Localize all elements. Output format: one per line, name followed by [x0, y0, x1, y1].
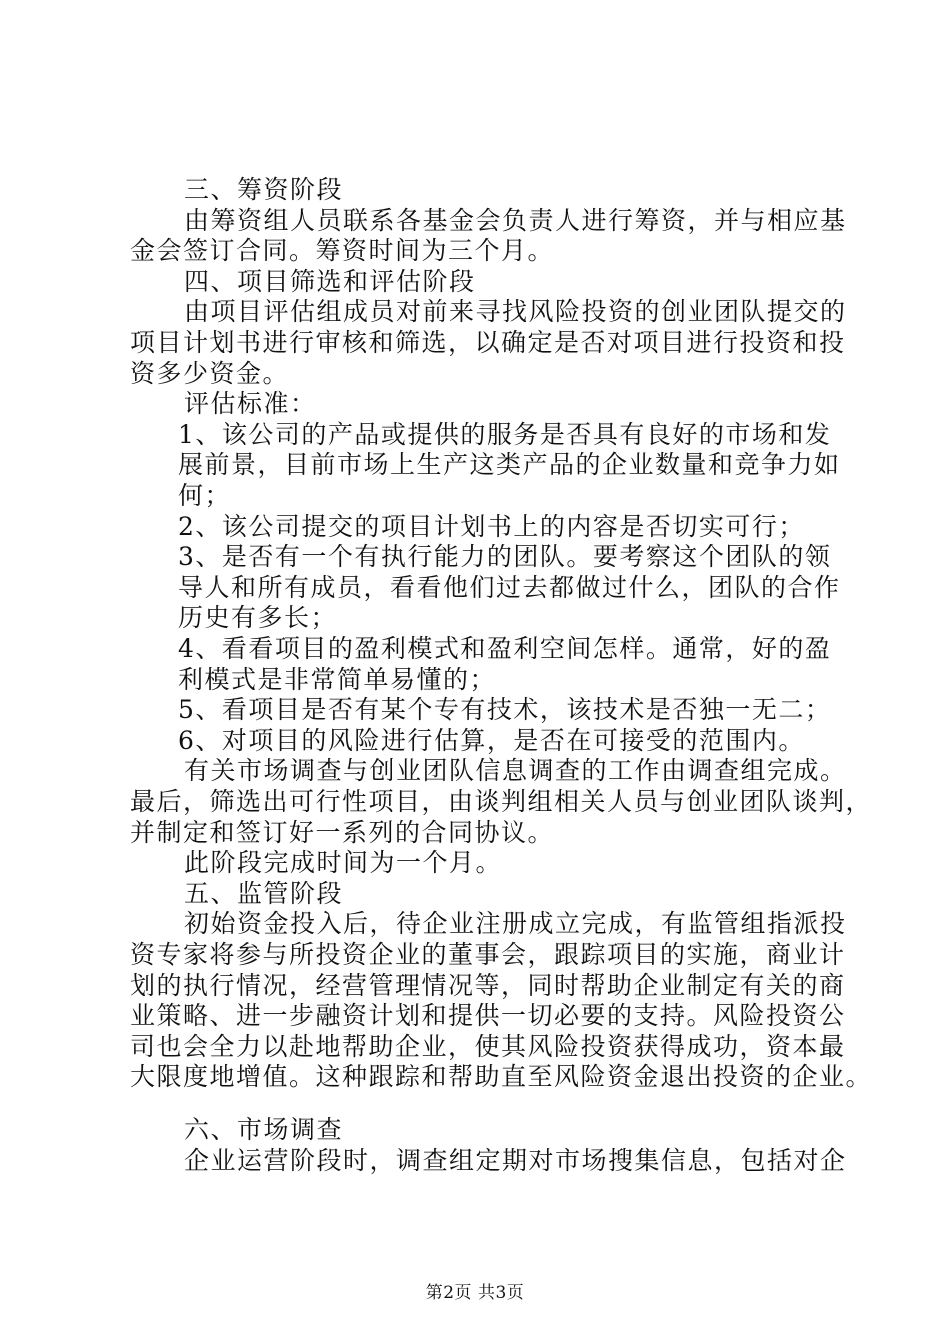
paragraph-line: 由筹资组人员联系各基金会负责人进行筹资，并与相应基 [184, 206, 847, 235]
criteria-item-line: 历史有多长； [178, 603, 338, 632]
criteria-item-line: 5、看项目是否有某个专有技术，该技术是否独一无二； [178, 695, 832, 724]
paragraph-line: 有关市场调查与创业团队信息调查的工作由调查组完成。 [184, 756, 847, 785]
paragraph-line: 由项目评估组成员对前来寻找风险投资的创业团队提交的 [184, 297, 847, 326]
section-heading-market-research: 六、市场调查 [184, 1115, 344, 1144]
section-heading-supervision: 五、监管阶段 [184, 879, 344, 908]
section-heading-fundraising: 三、筹资阶段 [184, 175, 344, 204]
criteria-item-line: 利模式是非常简单易懂的； [178, 665, 497, 694]
paragraph-line: 此阶段完成时间为一个月。 [184, 848, 503, 877]
criteria-heading: 评估标准： [184, 389, 317, 418]
paragraph-line: 资多少资金。 [130, 359, 290, 388]
criteria-item-line: 导人和所有成员，看看他们过去都做过什么，团队的合作 [178, 573, 841, 602]
paragraph-line: 划的执行情况，经营管理情况等，同时帮助企业制定有关的商 [130, 971, 846, 1000]
criteria-item-line: 2、该公司提交的项目计划书上的内容是否切实可行； [178, 512, 805, 541]
paragraph-line: 最后，筛选出可行性项目，由谈判组相关人员与创业团队谈判， [130, 787, 873, 816]
section-heading-screening: 四、项目筛选和评估阶段 [184, 267, 476, 296]
paragraph-line: 大限度地增值。这种跟踪和帮助直至风险资金退出投资的企业。 [130, 1062, 873, 1091]
paragraph-line: 资专家将参与所投资企业的董事会，跟踪项目的实施，商业计 [130, 940, 846, 969]
paragraph-line: 司也会全力以赴地帮助企业，使其风险投资获得成功，资本最 [130, 1032, 846, 1061]
criteria-item-line: 何； [178, 481, 232, 510]
paragraph-line: 金会签订合同。筹资时间为三个月。 [130, 236, 555, 265]
paragraph-line: 初始资金投入后，待企业注册成立完成，有监管组指派投 [184, 909, 847, 938]
page-number-footer: 第2页 共3页 [425, 1283, 525, 1303]
criteria-item-line: 4、看看项目的盈利模式和盈利空间怎样。通常，好的盈 [178, 634, 832, 663]
criteria-item-line: 展前景，目前市场上生产这类产品的企业数量和竞争力如 [178, 450, 841, 479]
criteria-item-line: 6、对项目的风险进行估算，是否在可接受的范围内。 [178, 726, 805, 755]
paragraph-line: 并制定和签订好一系列的合同协议。 [130, 818, 555, 847]
criteria-item-line: 3、是否有一个有执行能力的团队。要考察这个团队的领 [178, 542, 832, 571]
paragraph-line: 企业运营阶段时，调查组定期对市场搜集信息，包括对企 [184, 1146, 847, 1175]
paragraph-line: 项目计划书进行审核和筛选，以确定是否对项目进行投资和投 [130, 328, 846, 357]
criteria-item-line: 1、该公司的产品或提供的服务是否具有良好的市场和发 [178, 420, 832, 449]
paragraph-line: 业策略、进一步融资计划和提供一切必要的支持。风险投资公 [130, 1001, 846, 1030]
